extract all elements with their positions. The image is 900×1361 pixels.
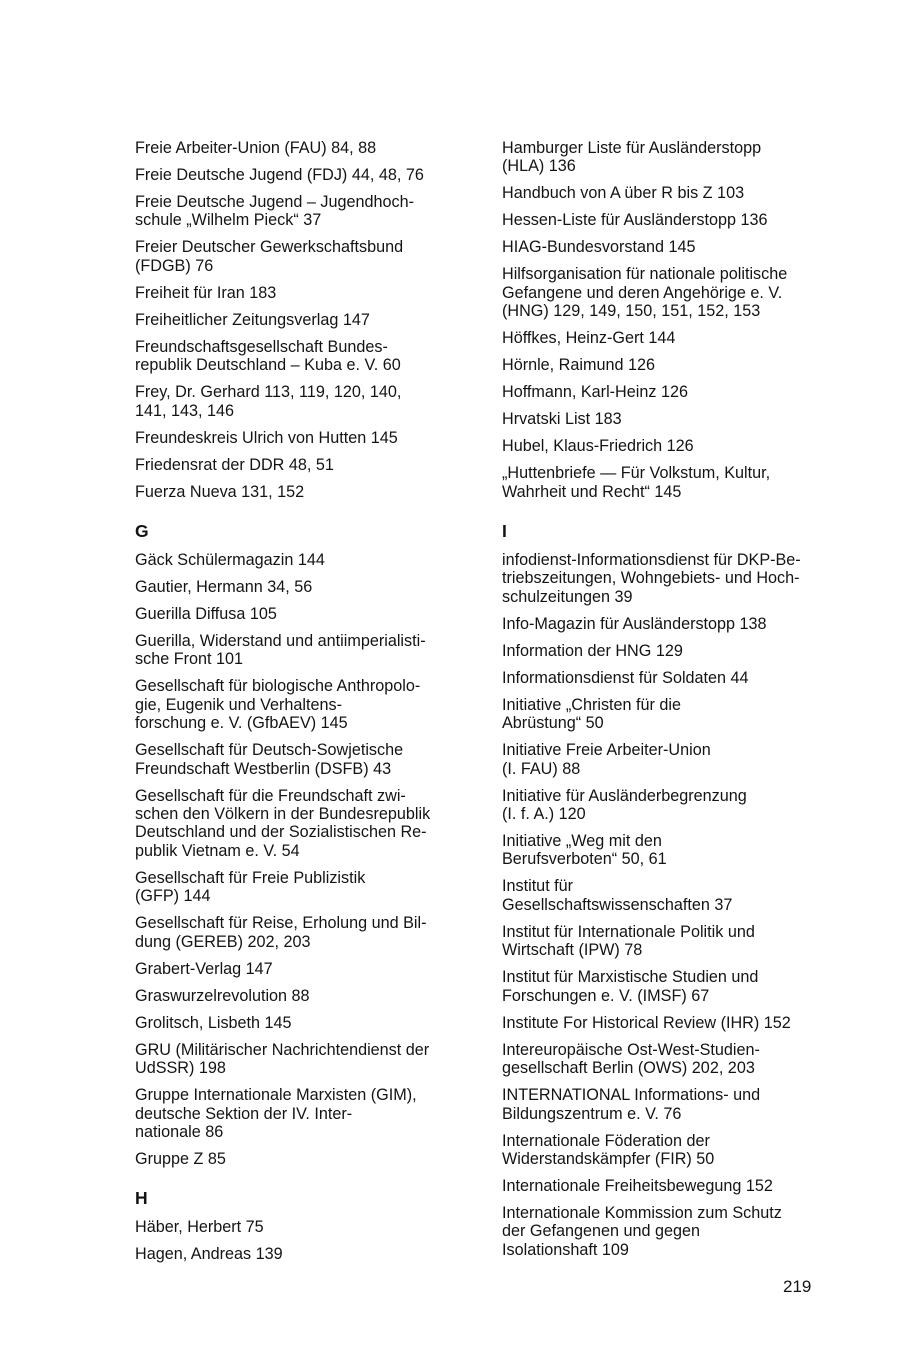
index-entry: Guerilla Diffusa 105 — [135, 605, 277, 624]
index-entry: Häber, Herbert 75 — [135, 1218, 264, 1237]
index-entry: Internationale Föderation der Widerstandskämpfer (FIR) 50 — [502, 1131, 715, 1168]
index-entry: INTERNATIONAL Informations- und Bildungszentrum e. V. 76 — [502, 1086, 761, 1123]
entry-list-h-right — [502, 139, 816, 501]
index-entry: Gruppe Internationale Marxisten (GIM), deutsche Sektion der IV. Inter- nationale 86 — [135, 1086, 417, 1141]
index-entry: Handbuch von A über R bis Z 103 — [502, 184, 745, 203]
index-entry: Guerilla, Widerstand und antiimperialisti- sche Front 101 — [135, 632, 426, 669]
entry-list-i — [502, 551, 816, 1259]
index-entry: Hagen, Andreas 139 — [135, 1245, 283, 1264]
index-entry: Freiheitlicher Zeitungsverlag 147 — [135, 310, 370, 329]
index-entry: Intereuropäische Ost-West-Studien- gesellschaft Berlin (OWS) 202, 203 — [502, 1040, 760, 1078]
index-entry: Hörnle, Raimund 126 — [502, 356, 655, 375]
index-entry: Gruppe Z 85 — [135, 1149, 226, 1168]
entry-list-g — [135, 551, 447, 1168]
index-entry: Information der HNG 129 — [502, 641, 683, 660]
index-entry: Institut für Gesellschaftswissenschaften 37 — [502, 877, 733, 914]
index-entry: Freiheit für Iran 183 — [135, 283, 277, 302]
index-entry: Gesellschaft für Reise, Erholung und Bil- dung (GEREB) 202, 203 — [135, 914, 427, 951]
index-entry: Gesellschaft für Deutsch-Sowjetische Freundschaft Westberlin (DSFB) 43 — [135, 741, 404, 778]
index-entry: „Huttenbriefe — Für Volkstum, Kultur, Wahrheit und Recht“ 145 — [502, 464, 771, 501]
index-entry: Info-Magazin für Ausländerstopp 138 — [502, 614, 767, 633]
index-entry: Initiative „Christen für die Abrüstung“ 50 — [502, 695, 682, 733]
index-entry: Initiative Freie Arbeiter-Union (I. FAU) 88 — [502, 741, 711, 778]
index-entry: Gesellschaft für biologische Anthropolo- gie, Eugenik und Verhaltens- forschung e. V. (GfbAEV) 145 — [135, 677, 421, 733]
index-entry: Grabert-Verlag 147 — [135, 959, 273, 978]
index-entry: Friedensrat der DDR 48, 51 — [135, 455, 334, 474]
index-entry: Initiative für Ausländerbegrenzung (I. f. A.) 120 — [502, 786, 747, 824]
index-entry: Internationale Kommission zum Schutz der Gefangenen und gegen Isolationshaft 109 — [502, 1203, 782, 1259]
index-entry: Hoffmann, Karl-Heinz 126 — [502, 383, 688, 402]
entry-list-f — [135, 139, 447, 501]
index-entry: Gautier, Hermann 34, 56 — [135, 578, 313, 597]
index-entry: Freie Deutsche Jugend (FDJ) 44, 48, 76 — [135, 166, 424, 184]
index-entry: Hamburger Liste für Ausländerstopp (HLA) 136 — [502, 139, 762, 176]
index-entry: Hrvatski List 183 — [502, 410, 622, 429]
section-heading-i: I — [502, 521, 507, 542]
index-entry: Hessen-Liste für Ausländerstopp 136 — [502, 211, 768, 230]
index-entry: Freie Deutsche Jugend – Jugendhoch- schule „Wilhelm Pieck“ 37 — [135, 193, 414, 230]
index-entry: Freier Deutscher Gewerkschaftsbund (FDGB) 76 — [135, 238, 404, 275]
index-entry: Gesellschaft für die Freundschaft zwi- schen den Völkern in der Bundesrepublik Deutschland und der Sozialistischen Re- publik Vietnam e. V. 54 — [135, 786, 431, 860]
index-entry: Frey, Dr. Gerhard 113, 119, 120, 140, 141, 143, 146 — [135, 383, 402, 420]
index-entry: Informationsdienst für Soldaten 44 — [502, 668, 749, 687]
section-heading-h: H — [135, 1188, 148, 1209]
index-entry: Institut für Internationale Politik und Wirtschaft (IPW) 78 — [502, 922, 755, 960]
index-entry: Gesellschaft für Freie Publizistik (GFP) 144 — [135, 868, 366, 906]
index-entry: Internationale Freiheitsbewegung 152 — [502, 1176, 773, 1195]
index-entry: Institute For Historical Review (IHR) 152 — [502, 1013, 791, 1032]
index-entry: Hubel, Klaus-Friedrich 126 — [502, 437, 694, 456]
index-entry: Freundeskreis Ulrich von Hutten 145 — [135, 428, 398, 447]
index-entry: Freundschaftsgesellschaft Bundes- republik Deutschland – Kuba e. V. 60 — [135, 337, 401, 375]
index-entry: Gäck Schülermagazin 144 — [135, 551, 325, 570]
index-entry: Graswurzelrevolution 88 — [135, 986, 310, 1005]
index-entry: Hilfsorganisation für nationale politische Gefangene und deren Angehörige e. V. (HNG) 129, 149, 150, 151, 152, 153 — [502, 265, 788, 321]
page-number: 219 — [783, 1277, 812, 1296]
section-heading-g: G — [135, 521, 149, 542]
index-column-left — [135, 139, 447, 1272]
index-entry: infodienst-Informationsdienst für DKP-Be- triebszeitungen, Wohngebiets- und Hoch- schulzeitungen 39 — [502, 551, 801, 606]
index-entry: Freie Arbeiter-Union (FAU) 84, 88 — [135, 139, 377, 157]
index-entry: Initiative „Weg mit den Berufsverboten“ 50, 61 — [502, 832, 667, 869]
entry-list-h-left — [135, 1218, 447, 1263]
index-entry: HIAG-Bundesvorstand 145 — [502, 238, 696, 257]
index-entry: Höffkes, Heinz-Gert 144 — [502, 329, 676, 348]
index-entry: Institut für Marxistische Studien und Forschungen e. V. (IMSF) 67 — [502, 968, 759, 1005]
index-column-right — [502, 139, 816, 1268]
index-entry: GRU (Militärischer Nachrichtendienst der UdSSR) 198 — [135, 1040, 430, 1078]
index-entry: Grolitsch, Lisbeth 145 — [135, 1013, 292, 1032]
index-entry: Fuerza Nueva 131, 152 — [135, 482, 305, 501]
